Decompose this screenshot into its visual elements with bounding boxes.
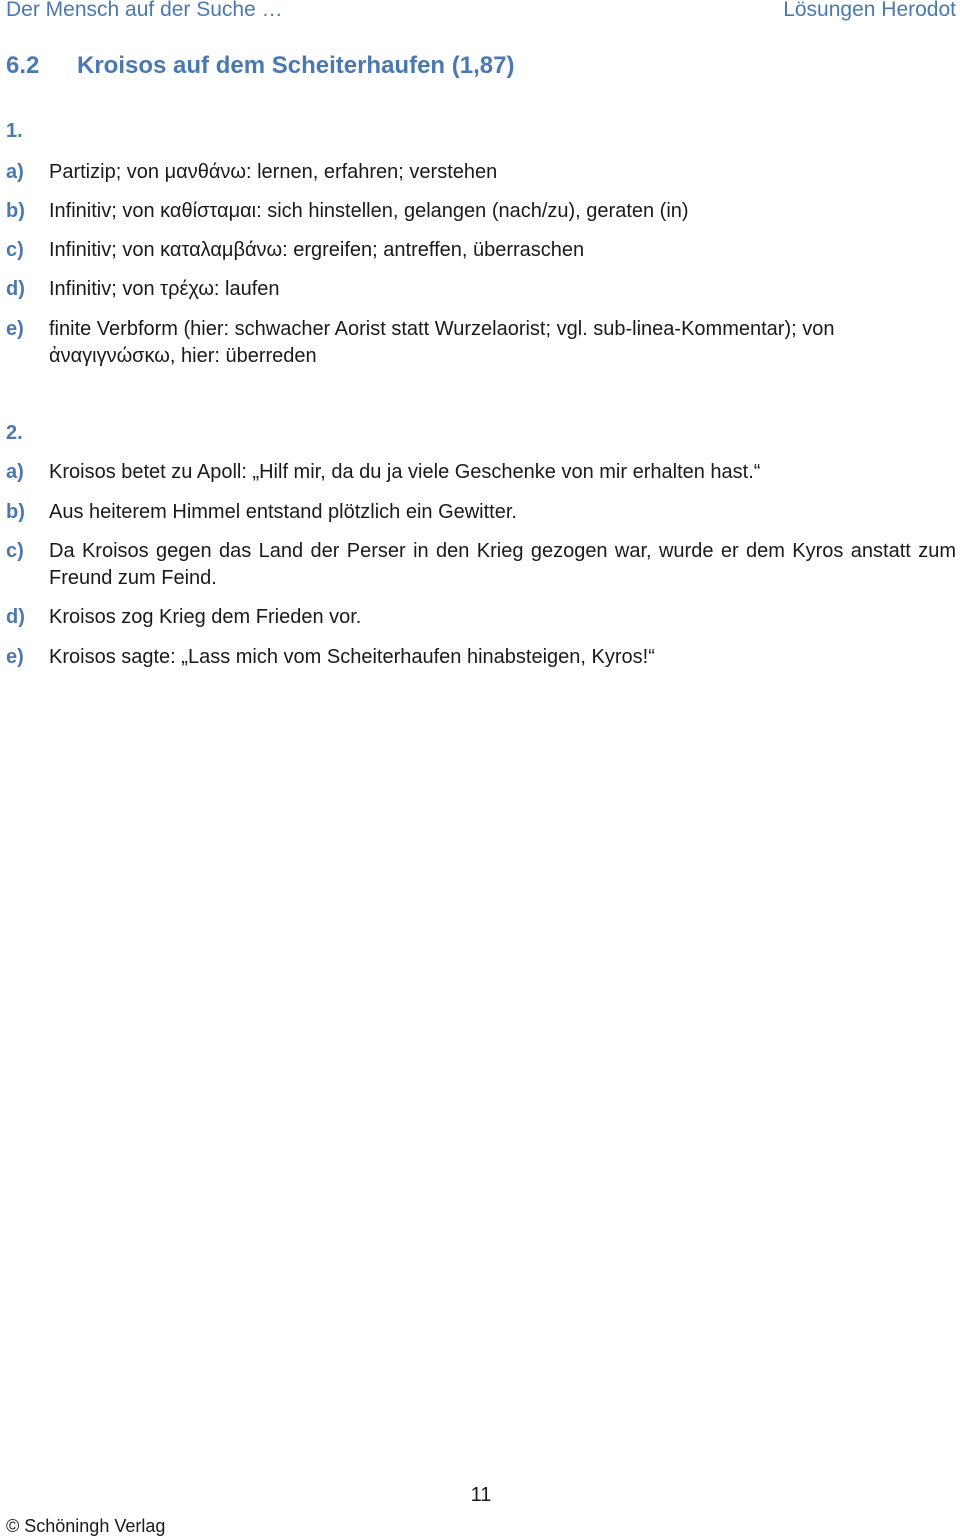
page-number	[0, 1484, 960, 1507]
item-text: Da Kroisos gegen das Land der Perser in den Krieg gezogen war, wurde er dem Kyros anstatt zum Freund zum Feind.	[49, 540, 956, 589]
footer-copyright: © Schöningh Verlag	[6, 1516, 166, 1536]
task-1-item-c	[6, 237, 956, 264]
task-1-number: 1.	[6, 120, 23, 142]
task-2-number: 2.	[6, 422, 23, 444]
item-label: c)	[6, 239, 24, 261]
task-1-item-b	[6, 198, 956, 225]
item-label: a)	[6, 161, 24, 183]
page-number-text: 11	[470, 1484, 492, 1506]
item-label: a)	[6, 461, 24, 483]
item-text: Kroisos sagte: „Lass mich vom Scheiterhaufen hinabsteigen, Kyros!“	[49, 646, 655, 668]
item-label: e)	[6, 318, 24, 340]
item-text: Infinitiv; von τρέχω: laufen	[49, 278, 280, 300]
item-text: Kroisos betet zu Apoll: „Hilf mir, da du ja viele Geschenke von mir erhalten hast.“	[49, 461, 761, 483]
item-label: d)	[6, 606, 25, 628]
task-2-item-d	[6, 604, 956, 631]
item-text: Kroisos zog Krieg dem Frieden vor.	[49, 606, 362, 628]
item-label: b)	[6, 200, 25, 222]
section-title	[6, 52, 514, 80]
task-2-item-c	[6, 538, 956, 592]
item-text: Aus heiterem Himmel entstand plötzlich ein Gewitter.	[49, 501, 517, 523]
task-2-item-a	[6, 459, 956, 486]
item-text: Partizip; von μανθάνω: lernen, erfahren; verstehen	[49, 161, 498, 183]
task-2-item-e	[6, 644, 956, 671]
section-title-text: Kroisos auf dem Scheiterhaufen (1,87)	[77, 52, 515, 79]
task-1-item-a	[6, 159, 956, 186]
header-right-text: Lösungen Herodot	[783, 0, 956, 21]
item-text: finite Verbform (hier: schwacher Aorist statt Wurzelaorist; vgl. sub-linea-Kommentar); von ἀναγιγνώσκω, hier: überreden	[49, 318, 835, 367]
task-1-item-d	[6, 276, 956, 303]
section-number: 6.2	[6, 52, 40, 79]
task-2-item-b	[6, 499, 956, 526]
item-label: b)	[6, 501, 25, 523]
item-label: e)	[6, 646, 24, 668]
item-label: c)	[6, 540, 24, 562]
item-text: Infinitiv; von καθίσταμαι: sich hinstellen, gelangen (nach/zu), geraten (in)	[49, 200, 689, 222]
running-header	[6, 0, 956, 24]
header-left-text: Der Mensch auf der Suche …	[6, 0, 283, 21]
item-label: d)	[6, 278, 25, 300]
task-1-item-e	[6, 316, 956, 370]
item-text: Infinitiv; von καταλαμβάνω: ergreifen; antreffen, überraschen	[49, 239, 585, 261]
